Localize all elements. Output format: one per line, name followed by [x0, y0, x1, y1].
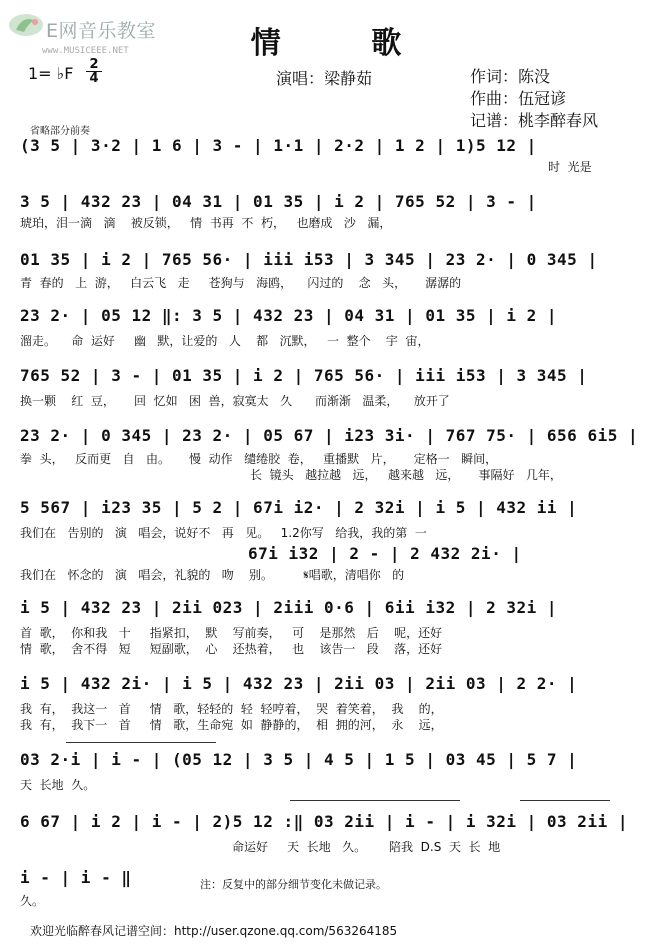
- lyric-row: 琥珀，泪一滴 滴 被反锁， 情 书再 不 朽， 也磨成 沙 漏，: [20, 216, 392, 230]
- song-title: 情 歌: [250, 26, 442, 61]
- intro-note: 省略部分前奏: [30, 126, 90, 137]
- composer: 作曲：伍冠谚: [470, 89, 567, 108]
- lyric-row: 命运好 天 长地 久。 陪我 D.S 天 长 地: [232, 840, 501, 854]
- volta-bracket-line: [290, 800, 460, 801]
- time-signature: [86, 58, 102, 85]
- lyric-row: 久。: [20, 894, 45, 908]
- lyric-row: 溜走。 命 运好 幽 默，让爱的 人 都 沉默， 一 整个 宇 宙，: [20, 334, 430, 348]
- music-row: 03 2·i | i - | (05 12 | 3 5 | 4 5 | 1 5 | 03 45 | 5 7 |: [20, 750, 578, 769]
- music-row: (3 5 | 3·2 | 1 6 | 3 - | 1·1 | 2·2 | 1 2 | 1)5 12 |: [20, 136, 537, 155]
- logo-url: www.MUSICEEE.NET: [42, 46, 129, 56]
- lyric-row: 我 有， 我这一 首 情 歌，轻轻的 轻 轻哼着， 哭 着笑着， 我 的，: [20, 702, 443, 716]
- lyric-row: 情 歌， 舍不得 短 短副歌， 心 还热着， 也 该告一 段 落，还好: [20, 642, 443, 656]
- music-row: 23 2· | 0 345 | 23 2· | 05 67 | i23 3i· | 767 75· | 656 6i5 |: [20, 426, 639, 445]
- lyric-row: 我 有， 我下一 首 情 歌，生命宛 如 静静的， 相 拥的河， 永 远，: [20, 718, 443, 732]
- music-row: i - | i - ‖: [20, 868, 132, 887]
- music-row: 01 35 | i 2 | 765 56· | iii i53 | 3 345 | 23 2· | 0 345 |: [20, 250, 598, 269]
- lyric-row: 换一颗 红 豆， 回 忆如 困 兽，寂寞太 久 而渐渐 温柔， 放开了: [20, 394, 450, 408]
- volta-bracket-line: [66, 742, 216, 743]
- lyric-row: 我们在 告别的 演 唱会，说好不 再 见。 1.2你写 给我，我的第 一: [20, 526, 427, 540]
- lyric-row: 我们在 怀念的 演 唱会，礼貌的 吻 别。 𝄋唱歌，清唱你 的: [20, 568, 405, 582]
- lyric-row: 时 光是: [548, 160, 592, 174]
- time-top: 2: [89, 57, 99, 72]
- footer-credit: 欢迎光临醉春风记谱空间：http://user.qzone.qq.com/563264185: [30, 924, 398, 938]
- lyric-row: 天 长地 久。: [20, 778, 96, 792]
- music-row: 23 2· | 05 12 ‖: 3 5 | 432 23 | 04 31 | 01 35 | i 2 |: [20, 306, 558, 325]
- music-row: i 5 | 432 2i· | i 5 | 432 23 | 2ii 03 | 2ii 03 | 2 2· |: [20, 674, 578, 693]
- lyric-row: 青 春的 上 游， 白云飞 走 苍狗与 海鸥， 闪过的 念 头， 潺潺的: [20, 276, 462, 290]
- music-row: 3 5 | 432 23 | 04 31 | 01 35 | i 2 | 765 52 | 3 - |: [20, 192, 537, 211]
- music-row: 6 67 | i 2 | i - | 2)5 12 :‖ 03 2ii | i - | i 32i | 03 2ii |: [20, 812, 628, 831]
- music-row: 765 52 | 3 - | 01 35 | i 2 | 765 56· | iii i53 | 3 345 |: [20, 366, 588, 385]
- music-row: i 5 | 432 23 | 2ii 023 | 2iii 0·6 | 6ii i32 | 2 32i |: [20, 598, 558, 617]
- lyric-row: 首 歌， 你和我 十 指紧扣， 默 写前奏， 可 是那然 后 呢，还好: [20, 626, 443, 640]
- lyricist: 作词：陈没: [470, 67, 551, 86]
- music-row: 5 567 | i23 35 | 5 2 | 67i i2· | 2 32i | i 5 | 432 ii |: [20, 498, 578, 517]
- key-signature: 1= ♭F: [28, 64, 74, 83]
- volta-bracket-line: [520, 800, 610, 801]
- time-bottom: 4: [86, 71, 102, 85]
- lyric-row: 长 镜头 越拉越 远， 越来越 远， 事隔好 几年，: [250, 468, 562, 482]
- transcriber: 记谱：桃李醉春风: [470, 111, 599, 130]
- singer: 演唱：梁静茹: [276, 69, 373, 88]
- music-row: 67i i32 | 2 - | 2 432 2i· |: [248, 544, 522, 563]
- logo-text: E网音乐教室: [46, 20, 157, 42]
- lyric-row: 拳 头， 反而更 自 由。 慢 动作 缱绻胶 卷， 重播默 片， 定格一 瞬间，: [20, 452, 498, 466]
- footnote: 注：反复中的部分细节变化未做记录。: [200, 878, 387, 891]
